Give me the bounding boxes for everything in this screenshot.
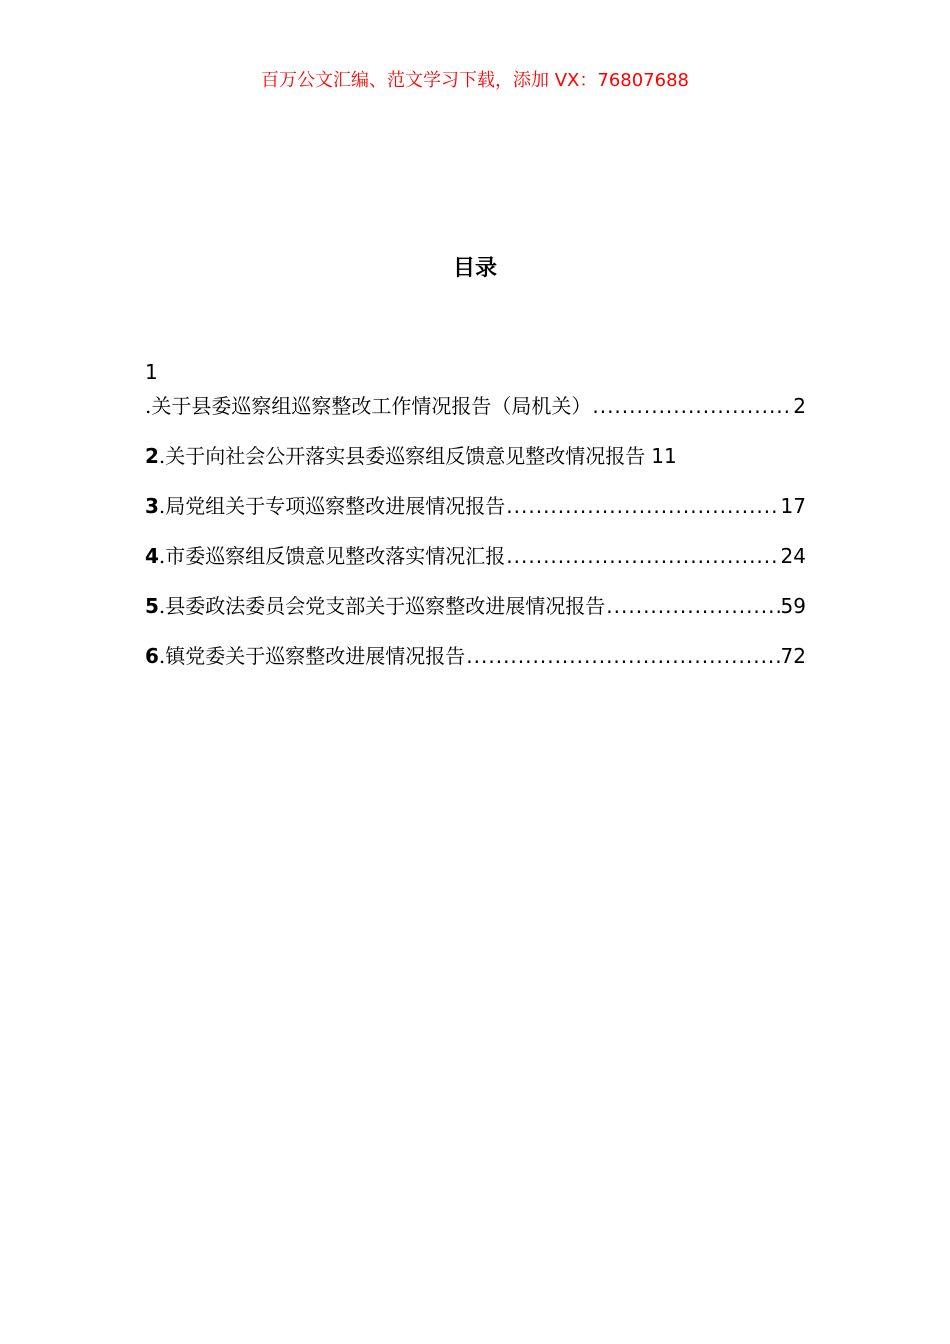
toc-entry-number: 4 <box>145 544 159 568</box>
toc-entry-6[interactable] <box>145 639 806 689</box>
toc-entry-number: 2 <box>145 444 159 468</box>
toc-leader-dots <box>592 389 792 423</box>
toc-entry-page: 17 <box>780 494 806 518</box>
toc-first-number: 1 <box>145 360 158 384</box>
toc-title: 目录 <box>452 256 497 281</box>
toc-entry-5[interactable] <box>145 589 806 639</box>
toc-entry-title: .关于向社会公开落实县委巡察组反馈意见整改情况报告 <box>158 444 646 468</box>
toc-entry-number: 6 <box>145 644 159 668</box>
toc-leader-dots <box>466 639 779 673</box>
toc-leader-dots <box>506 539 779 573</box>
header-banner: 百万公文汇编、范文学习下载，添加 VX：76807688 <box>261 70 689 91</box>
toc-entry-title: .镇党委关于巡察整改进展情况报告 <box>158 644 466 668</box>
toc-entry-3[interactable] <box>145 489 806 539</box>
toc-entry-page: 72 <box>780 644 806 668</box>
toc-entry-title: .市委巡察组反馈意见整改落实情况汇报 <box>158 544 506 568</box>
toc-entry-page: 24 <box>780 544 806 568</box>
toc-entry-title: .关于县委巡察组巡察整改工作情况报告（局机关） <box>145 394 592 418</box>
table-of-contents <box>145 355 806 689</box>
toc-entry-page: 11 <box>651 444 677 468</box>
toc-entry-number: 3 <box>145 494 159 518</box>
toc-leader-dots <box>606 589 779 623</box>
toc-entry-number: 5 <box>145 594 159 618</box>
toc-entry-title: .县委政法委员会党支部关于巡察整改进展情况报告 <box>158 594 606 618</box>
toc-entry-page: 2 <box>793 394 806 418</box>
toc-entry-4[interactable] <box>145 539 806 589</box>
toc-entry-page: 59 <box>780 594 806 618</box>
toc-entry-2[interactable] <box>145 439 806 489</box>
toc-leader-dots <box>506 489 779 523</box>
toc-entry-title: .局党组关于专项巡察整改进展情况报告 <box>158 494 506 518</box>
toc-entry-1[interactable] <box>145 389 806 439</box>
